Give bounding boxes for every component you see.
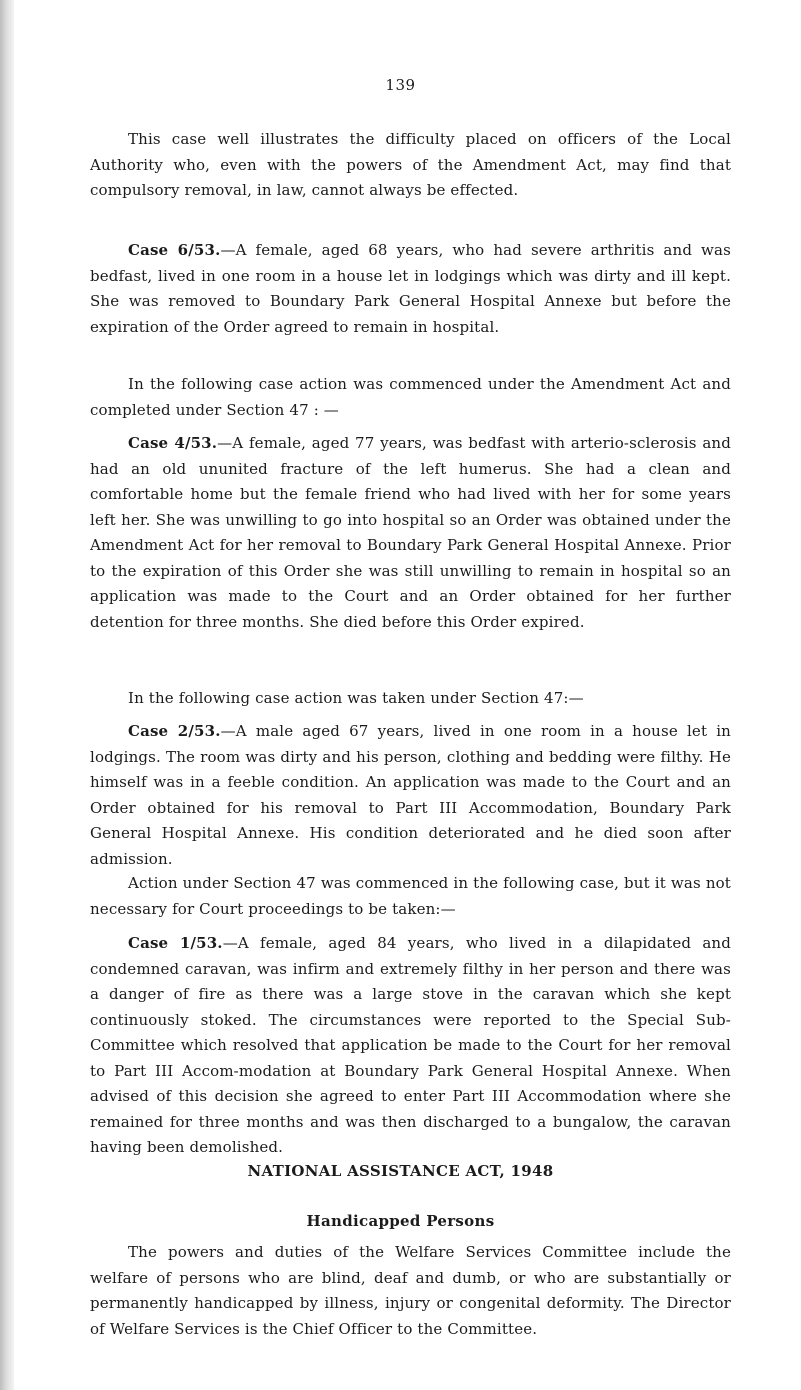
case-text: —A male aged 67 years, lived in one room in a house let in lodgings. The room was dirty and his person, clothing and bedding were filthy. He himself was in a feeble condition. An application was made to the Court and an Order obtained for his removal to Part III Accommodation, Boundary Park General Hospital Annexe. His condition deteriorated and he died soon after admission. <box>90 722 731 868</box>
case-label: Case 1/53. <box>128 934 223 952</box>
section-47-paragraph: In the following case action was taken under Section 47:— <box>128 689 584 707</box>
case-text: —A female, aged 68 years, who had severe arthritis and was bedfast, lived in one room in a house let in lodgings which was dirty and ill kept. She was removed to Boundary Park General Hospital Annexe but before the expiration of the Order agreed to remain in hospital. <box>90 241 731 336</box>
case-6-53-paragraph <box>90 238 731 340</box>
case-2-53-paragraph <box>90 719 731 872</box>
welfare-paragraph: The powers and duties of the Welfare Services Committee include the welfare of persons who are blind, deaf and dumb, or who are substantially or permanently handicapped by illness, injury or congenital deformity. The Director of Welfare Services is the Chief Officer to the Committee. <box>90 1243 731 1338</box>
intro-paragraph: This case well illustrates the difficulty placed on officers of the Local Authority who, even with the powers of the Amendment Act, may find that compulsory removal, in law, cannot always be effected. <box>90 130 731 199</box>
case-label: Case 4/53. <box>128 434 218 452</box>
case-1-53-paragraph <box>90 931 731 1161</box>
amendment-act-paragraph: In the following case action was commenced under the Amendment Act and completed under Section 47 : — <box>90 375 731 419</box>
case-label: Case 6/53. <box>128 241 221 259</box>
case-text: —A female, aged 77 years, was bedfast with arterio-sclerosis and had an old ununited fracture of the left humerus. She had a clean and comfortable home but the female friend who had lived with her for some years left her. She was unwilling to go into hospital so an Order was obtained under the Amendment Act for her removal to Boundary Park General Hospital Annexe. Prior to the expiration of this Order she was still unwilling to remain in hospital so an application was made to the Court and an Order obtained for her further detention for three months. She died before this Order expired. <box>90 434 731 631</box>
case-4-53-paragraph <box>90 431 731 635</box>
case-text: —A female, aged 84 years, who lived in a dilapidated and condemned caravan, was infirm and extremely filthy in her person and there was a danger of fire as there was a large stove in the caravan which she kept continuously stoked. The circumstances were reported to the Special Sub-Committee which resolved that application be made to the Court for her removal to Part III Accom-modation at Boundary Park General Hospital Annexe. When advised of this decision she agreed to enter Part III Accommodation where she remained for three months and was then discharged to a bungalow, the caravan having been demolished. <box>90 934 731 1156</box>
page-number: 139 <box>385 76 416 94</box>
action-section-47-paragraph: Action under Section 47 was commenced in the following case, but it was not necessary for Court proceedings to be taken:— <box>90 874 731 918</box>
section-subheading: Handicapped Persons <box>306 1212 495 1230</box>
section-heading: NATIONAL ASSISTANCE ACT, 1948 <box>247 1162 554 1180</box>
case-label: Case 2/53. <box>128 722 221 740</box>
